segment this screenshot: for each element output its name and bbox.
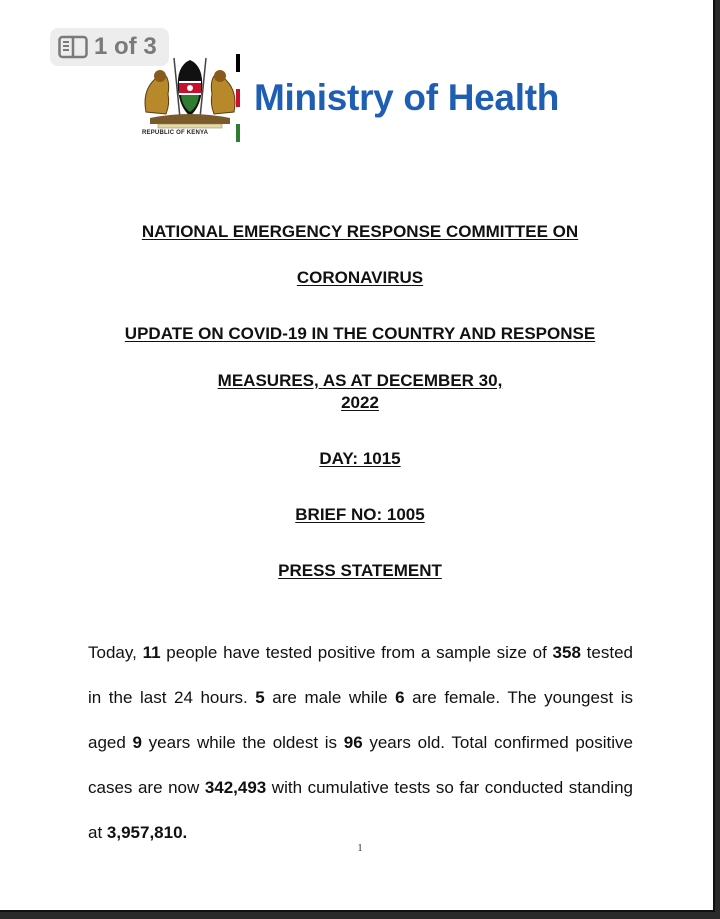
sample-size: 358 [552, 643, 581, 662]
page-number: 1 [357, 843, 363, 854]
youngest-age: 9 [132, 733, 142, 752]
statement-paragraph: Today, 11 people have tested positive from a sample size of 358 tested in the last 24 hours. 5 are male while 6 are female. The youngest is aged 9 years while the oldest is 96 years old. Total confirmed positive cases are now 342,493 with cumulative tests so far conducted standing at 3,957,810. [88, 643, 633, 842]
brief-heading: BRIEF NO: 1005 [295, 505, 425, 524]
letterhead [140, 52, 559, 144]
coat-caption: REPUBLIC OF KENYA [142, 130, 209, 136]
oldest-age: 96 [343, 733, 363, 752]
cumulative-tests: 3,957,810. [106, 823, 188, 842]
update-heading-line1: UPDATE ON COVID-19 IN THE COUNTRY AND RESPONSE [124, 324, 596, 343]
ministry-title: Ministry of Health [254, 77, 560, 118]
committee-heading-line2: CORONAVIRUS [296, 268, 424, 287]
female-count: 6 [395, 688, 405, 707]
coat-of-arms-icon [140, 52, 240, 144]
press-statement-heading: PRESS STATEMENT [278, 561, 442, 580]
update-heading-line3: 2022 [341, 393, 379, 412]
day-heading: DAY: 1015 [319, 449, 401, 468]
male-count: 5 [255, 688, 265, 707]
book-icon [58, 35, 88, 59]
committee-heading-line1: NATIONAL EMERGENCY RESPONSE COMMITTEE ON [141, 222, 579, 241]
total-cases: 342,493 [204, 778, 267, 797]
page-indicator-text: 1 of 3 [94, 33, 157, 60]
update-heading-line2: MEASURES, AS AT DECEMBER 30, [217, 371, 503, 390]
positive-count: 11 [142, 643, 161, 662]
